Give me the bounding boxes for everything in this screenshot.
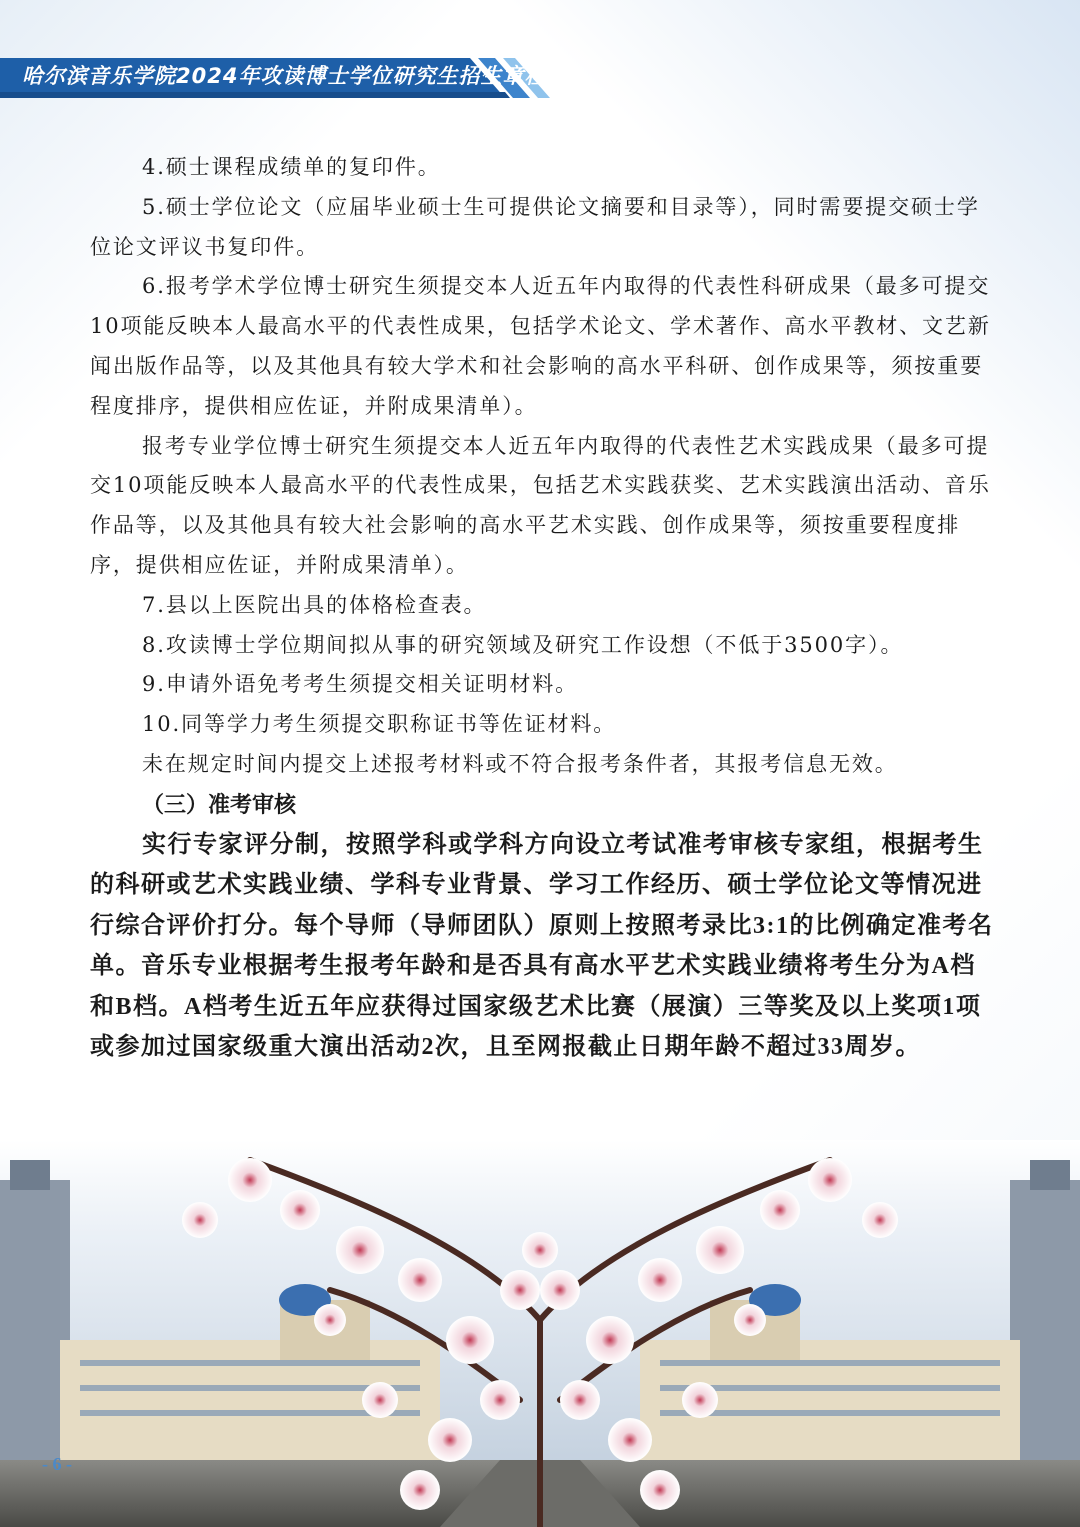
section-heading: （三）准考审核 <box>142 791 297 817</box>
list-item: 5.硕士学位论文（应届毕业硕士生可提供论文摘要和目录等），同时需要提交硕士学位论文评议书复印件。 <box>90 194 980 259</box>
list-item: 未在规定时间内提交上述报考材料或不符合报考条件者，其报考信息无效。 <box>142 751 898 776</box>
section-paragraph: 实行专家评分制，按照学科或学科方向设立考试准考审核专家组，根据考生的科研或艺术实践业绩、学科专业背景、学习工作经历、硕士学位论文等情况进行综合评价打分。每个导师（导师团队）原则上按照考录比3:1的比例确定准考名单。音乐专业根据考生报考年龄和是否具有高水平艺术实践业绩将考生分为A档和B档。A档考生近五年应获得过国家级艺术比赛（展演）三等奖及以上奖项1项或参加过国家级重大演出活动2次，且至网报截止日期年龄不超过33周岁。 <box>90 831 994 1061</box>
list-item: 报考专业学位博士研究生须提交本人近五年内取得的代表性艺术实践成果（最多可提交10项能反映本人最高水平的代表性成果，包括艺术实践获奖、艺术实践演出活动、音乐作品等，以及其他具有较大社会影响的高水平艺术实践、创作成果等，须按重要程度排序，提供相应佐证，并附成果清单）。 <box>90 433 991 577</box>
list-item: 4.硕士课程成绩单的复印件。 <box>142 155 441 179</box>
page-number: - 6 - <box>42 1454 72 1474</box>
list-item: 6.报考学术学位博士研究生须提交本人近五年内取得的代表性科研成果（最多可提交10项能反映本人最高水平的代表性成果，包括学术论文、学术著作、高水平教材、文艺新闻出版作品等，以及其他具有较大学术和社会影响的高水平科研、创作成果等，须按重要程度排序，提供相应佐证，并附成果清单）。 <box>90 274 991 418</box>
section-body <box>90 825 995 1068</box>
list-item: 7.县以上医院出具的体格检查表。 <box>142 592 487 617</box>
list-item: 8.攻读博士学位期间拟从事的研究领域及研究工作设想（不低于3500字）。 <box>142 632 904 657</box>
campus-blossom-photo <box>0 1140 1080 1527</box>
header-title: 哈尔滨音乐学院2024年攻读博士学位研究生招生章程 <box>22 64 547 88</box>
document-body <box>90 148 995 1068</box>
list-item: 9.申请外语免考考生须提交相关证明材料。 <box>142 672 579 697</box>
list-item: 10.同等学力考生须提交职称证书等佐证材料。 <box>142 712 617 737</box>
